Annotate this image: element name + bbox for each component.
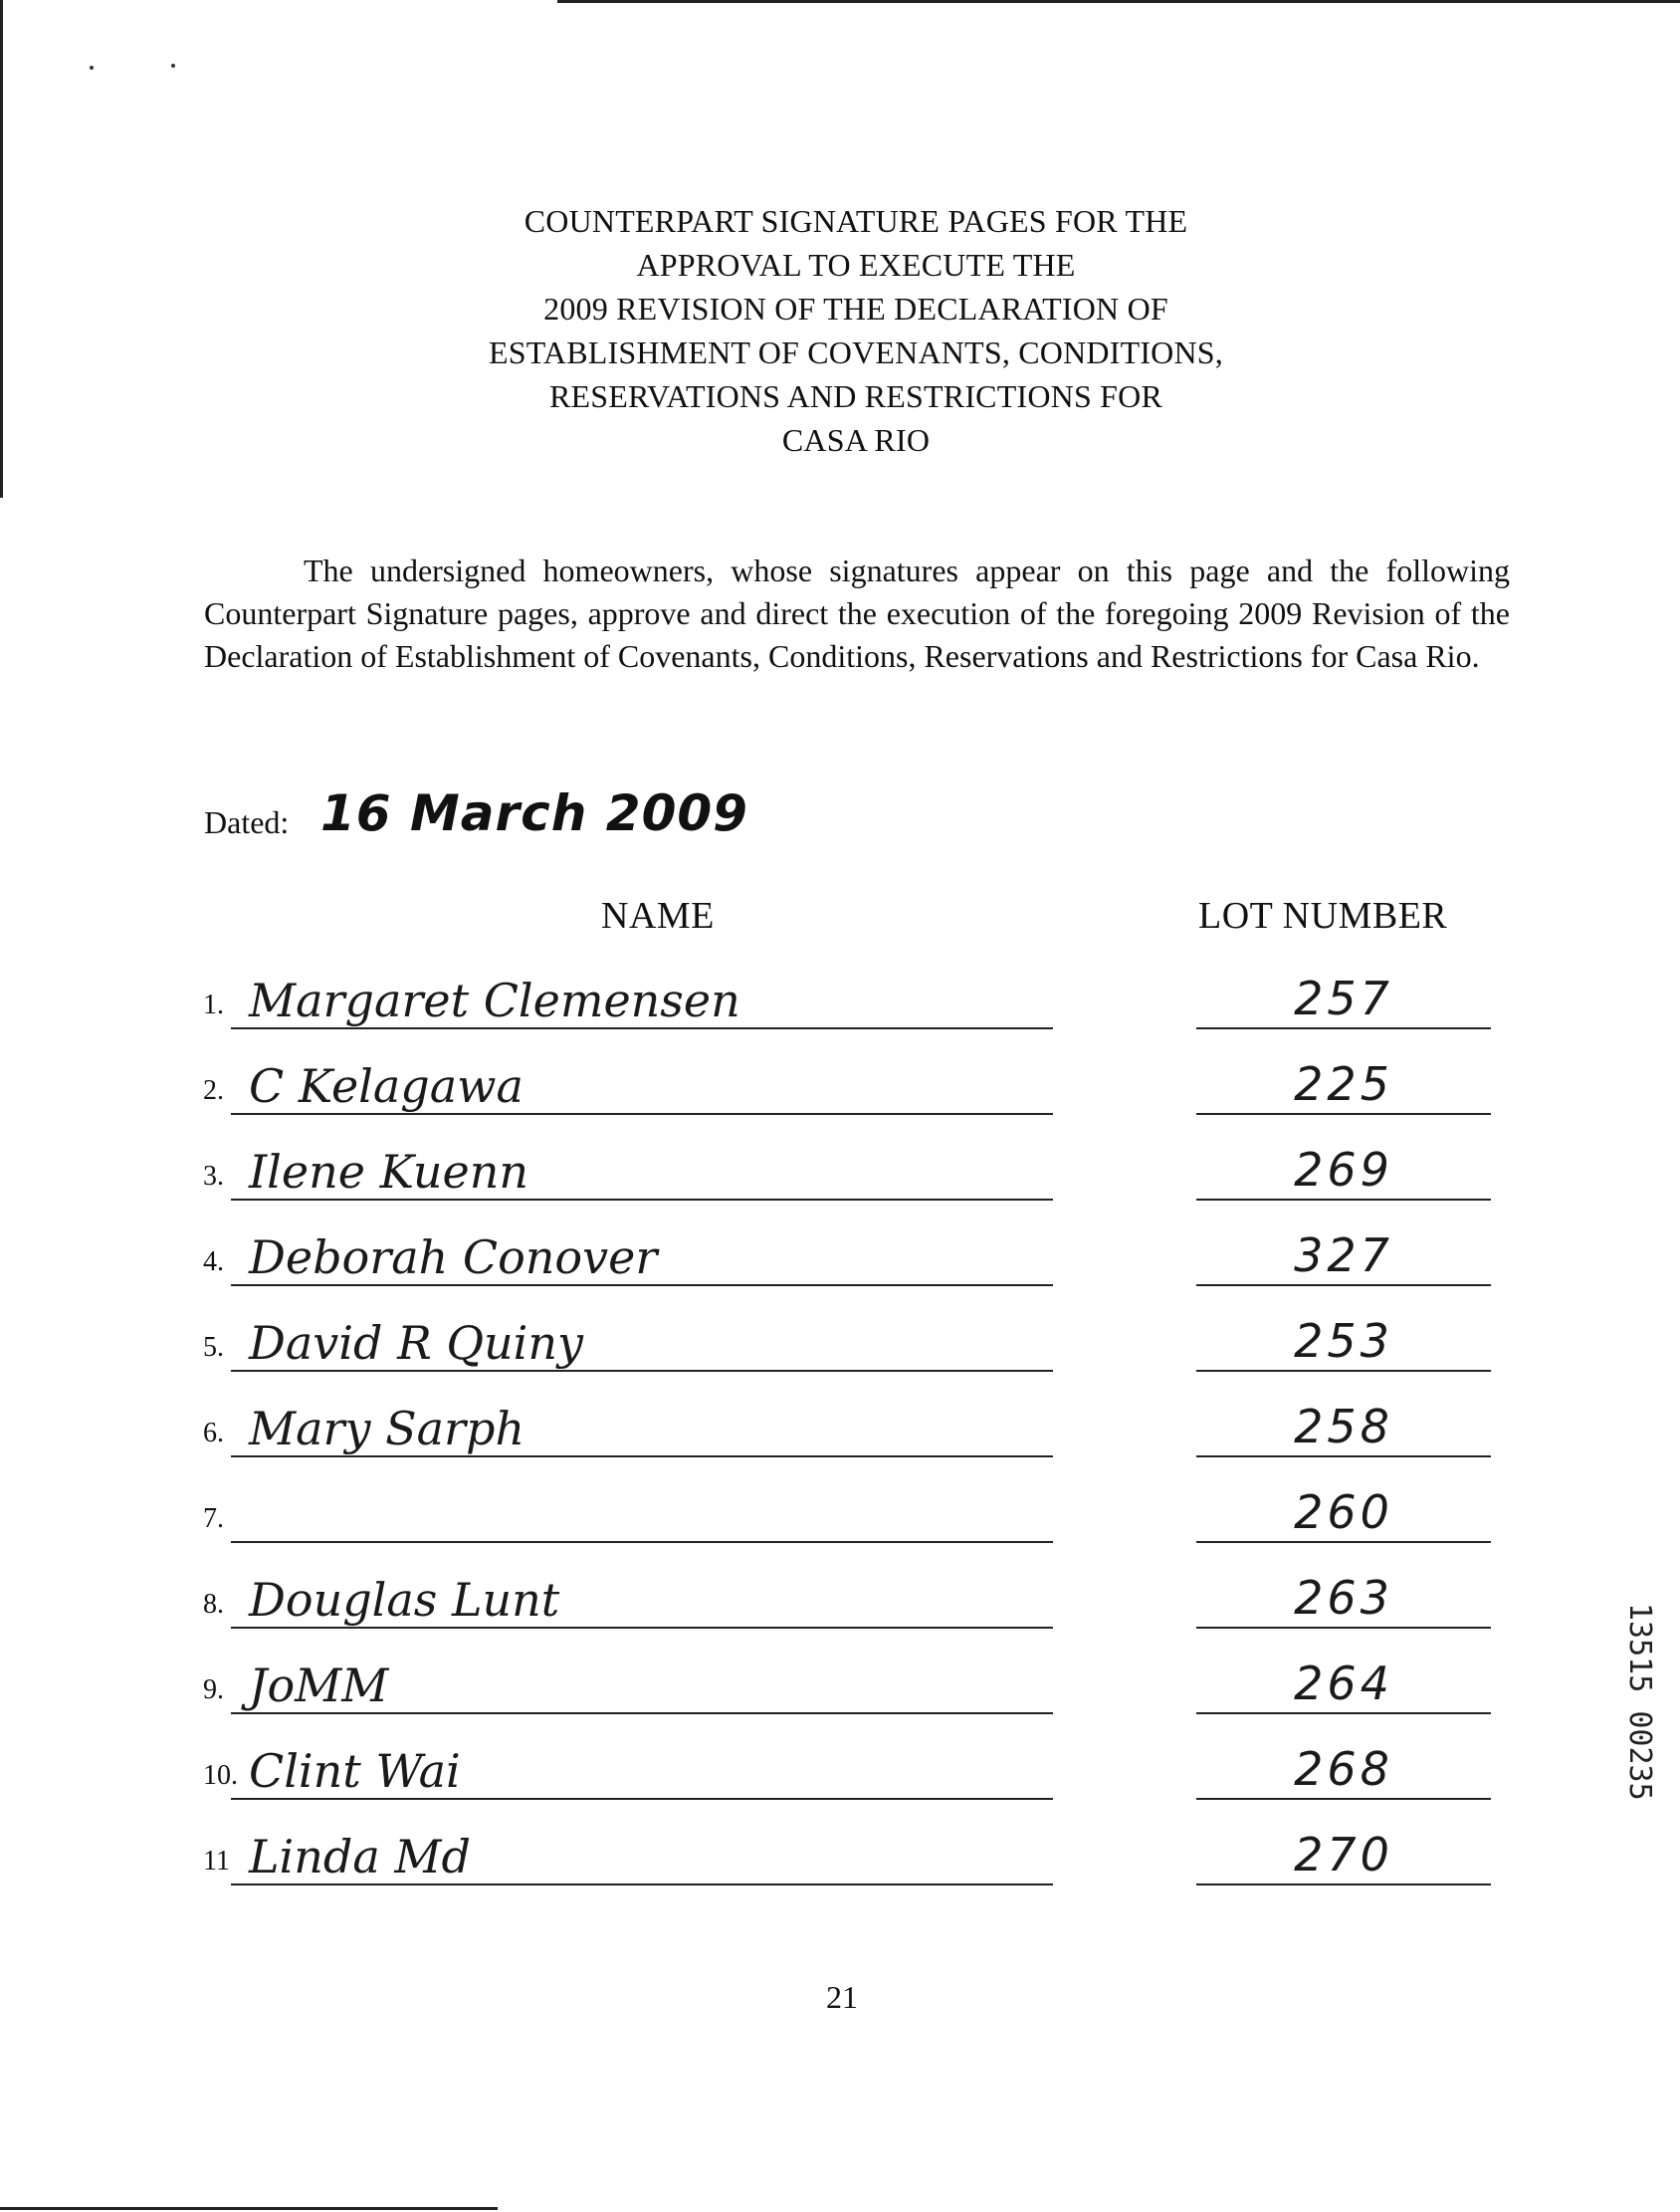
scan-speck <box>171 64 175 68</box>
row-number: 7. <box>203 1503 224 1534</box>
column-header-name: NAME <box>601 895 715 937</box>
scan-speck <box>90 66 94 70</box>
signature-row <box>0 944 1680 1029</box>
approval-paragraph <box>204 550 1510 678</box>
lot-number: 258 <box>1294 1400 1393 1453</box>
row-number: 11 <box>203 1846 230 1877</box>
lot-number: 327 <box>1294 1228 1393 1282</box>
lot-number: 260 <box>1294 1485 1393 1539</box>
document-title <box>338 199 1373 462</box>
signature: Margaret Clemensen <box>249 974 740 1027</box>
lot-number: 270 <box>1294 1828 1393 1881</box>
lot-number: 253 <box>1294 1314 1393 1368</box>
lot-number: 268 <box>1294 1742 1393 1796</box>
row-number: 3. <box>203 1161 224 1192</box>
row-number: 1. <box>203 990 224 1020</box>
scan-edge-left <box>0 0 3 498</box>
signature: C Kelagawa <box>249 1059 524 1113</box>
signature-row <box>0 1629 1680 1714</box>
signature: Clint Wai <box>249 1744 461 1798</box>
title-line: 2009 REVISION OF THE DECLARATION OF <box>543 291 1168 327</box>
scan-edge-top <box>557 0 1680 3</box>
page-number: 21 <box>826 1979 858 2015</box>
lot-number: 263 <box>1294 1571 1393 1625</box>
bates-stamp: 13515 00235 <box>1622 1603 1657 1801</box>
lot-number: 269 <box>1294 1143 1393 1197</box>
signature-row <box>0 1372 1680 1457</box>
title-line: APPROVAL TO EXECUTE THE <box>636 247 1076 283</box>
signature-row <box>0 1457 1680 1543</box>
signature-row <box>0 1543 1680 1629</box>
signature-row <box>0 1029 1680 1115</box>
signature: JoMM <box>249 1659 389 1712</box>
lot-number: 264 <box>1294 1657 1393 1710</box>
signature-row <box>0 1286 1680 1372</box>
row-number: 6. <box>203 1418 224 1448</box>
dated-value-handwritten: 16 March 2009 <box>320 784 748 842</box>
signature-row <box>0 1800 1680 1885</box>
row-number: 4. <box>203 1246 224 1277</box>
lot-number: 225 <box>1294 1057 1393 1111</box>
lot-number: 257 <box>1294 972 1393 1025</box>
signature-row <box>0 1115 1680 1201</box>
row-number: 10. <box>203 1760 238 1791</box>
title-line: COUNTERPART SIGNATURE PAGES FOR THE <box>524 203 1188 239</box>
title-line: RESERVATIONS AND RESTRICTIONS FOR <box>549 378 1162 414</box>
title-line: ESTABLISHMENT OF COVENANTS, CONDITIONS, <box>488 334 1223 370</box>
signature: Linda Md <box>249 1830 471 1883</box>
signature: Deborah Conover <box>249 1230 658 1284</box>
signature-row <box>0 1201 1680 1286</box>
signature-line <box>231 1883 1053 1885</box>
signature: Mary Sarph <box>249 1402 525 1455</box>
signature: Douglas Lunt <box>249 1573 560 1627</box>
column-header-lot-number: LOT NUMBER <box>1198 895 1448 937</box>
row-number: 8. <box>203 1589 224 1620</box>
row-number: 9. <box>203 1674 224 1705</box>
scan-edge-bottom <box>0 2207 498 2210</box>
signature: David R Quiny <box>249 1316 583 1370</box>
approval-paragraph-text: The undersigned homeowners, whose signatures appear on this page and the following Counterpart Signature pages, approve and direct the execution of the foregoing 2009 Revision of the Declaration of Establishment of Covenants, Conditions, Reservations and Restrictions for Casa Rio. <box>204 553 1510 674</box>
row-number: 5. <box>203 1332 224 1363</box>
dated-label: Dated: <box>204 804 290 840</box>
signature-row <box>0 1714 1680 1800</box>
signature: Ilene Kuenn <box>249 1145 529 1199</box>
row-number: 2. <box>203 1075 224 1106</box>
lot-line <box>1196 1883 1491 1885</box>
title-line: CASA RIO <box>781 422 931 458</box>
